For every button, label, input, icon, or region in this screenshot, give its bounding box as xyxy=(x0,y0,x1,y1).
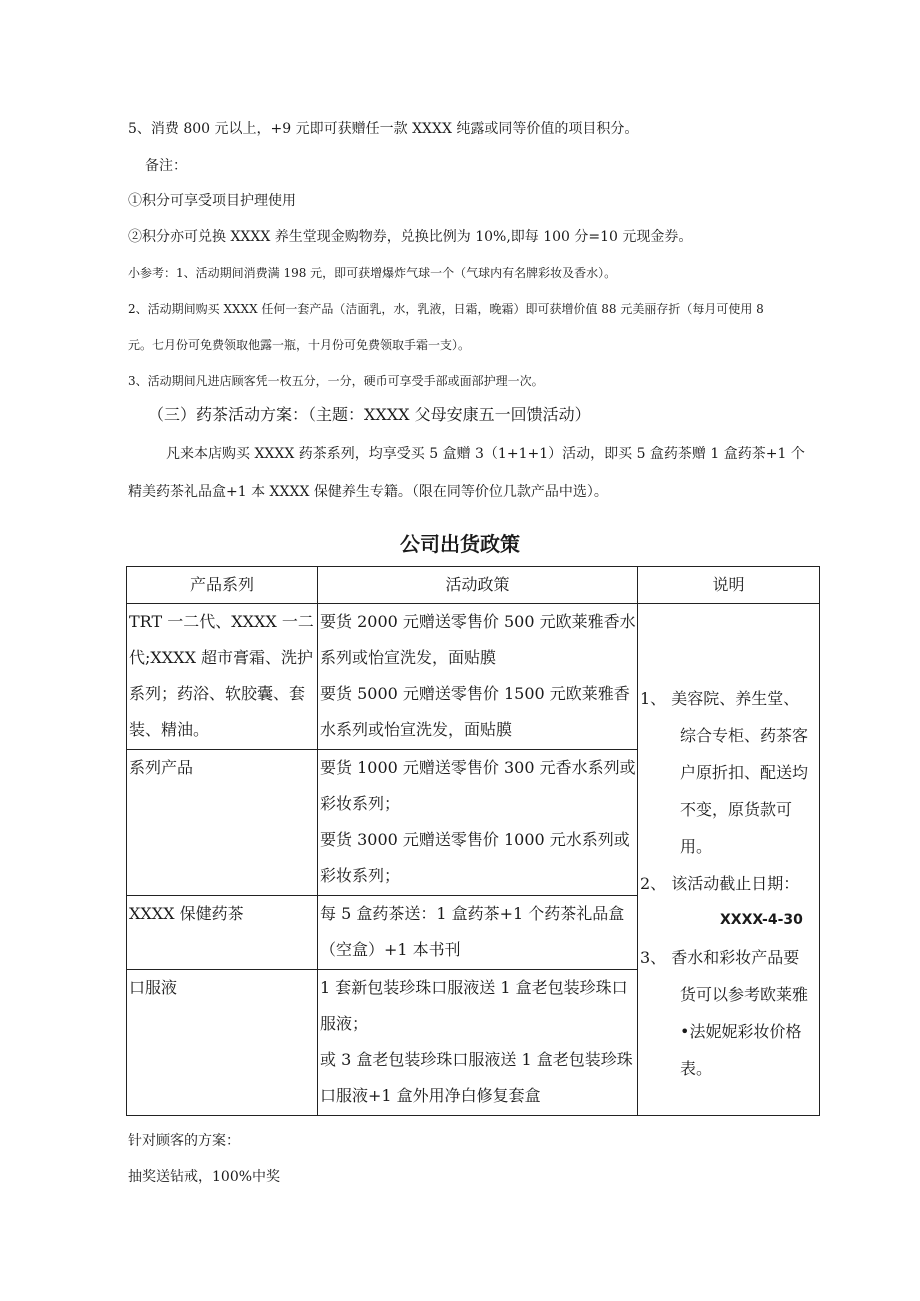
reference-item-2b: 元。七月份可免费领取他露一瓶，十月份可免费领取手霜一支）。 xyxy=(128,338,471,352)
reference-item-3: 3、活动期间凡进店顾客凭一枚五分，一分，硬币可享受手部或面部护理一次。 xyxy=(128,374,544,388)
consumption-rule-5: 5、消费 800 元以上，+9 元即可获赠任一款 XXXX 纯露或同等价值的项目积分。 xyxy=(128,121,639,137)
remark-item-1: ①积分可享受项目护理使用 xyxy=(128,193,296,209)
policy-cell: 要货 1000 元赠送零售价 300 元香水系列或彩妆系列； 要货 3000 元赠送零售价 1000 元水系列或彩妆系列； xyxy=(320,758,636,885)
header-product-series: 产品系列 xyxy=(127,567,318,604)
reference-item-1: 小参考：1、活动期间消费满 198 元，即可获增爆炸气球一个（气球内有名牌彩妆及香水）。 xyxy=(128,266,617,280)
customer-plan-label: 针对顾客的方案： xyxy=(128,1133,240,1149)
customer-plan-lottery: 抽奖送钻戒，100%中奖 xyxy=(128,1169,281,1185)
policy-cell: 每 5 盒药茶送：1 盒药茶+1 个药茶礼品盒（空盒）+1 本书刊 xyxy=(320,904,625,959)
product-cell: 系列产品 xyxy=(129,758,194,777)
product-cell: 口服液 xyxy=(129,978,178,997)
policy-cell: 1 套新包装珍珠口服液送 1 盒老包装珍珠口服液； 或 3 盒老包装珍珠口服液送 1 盒老包装珍珠口服液+1 盒外用净白修复套盒 xyxy=(320,978,633,1105)
product-cell: TRT 一二代、XXXX 一二代;XXXX 超市膏霜、洗护系列；药浴、软胶囊、套装、精油。 xyxy=(129,612,314,739)
policy-cell: 要货 2000 元赠送零售价 500 元欧莱雅香水系列或怡宣洗发，面贴膜 要货 5000 元赠送零售价 1500 元欧莱雅香水系列或怡宣洗发，面贴膜 xyxy=(320,612,636,739)
header-notes: 说明 xyxy=(638,567,820,604)
product-cell: XXXX 保健药茶 xyxy=(129,904,244,923)
table-title: 公司出货政策 xyxy=(400,532,520,556)
header-activity-policy: 活动政策 xyxy=(318,567,638,604)
note-item-1: 1、 美容院、养生堂、综合专柜、药茶客户原折扣、配送均不变，原货款可用。 xyxy=(640,689,809,856)
remark-label: 备注： xyxy=(145,158,187,174)
tea-activity-para-2: 精美药茶礼品盒+1 本 XXXX 保健养生专籍。（限在同等价位几款产品中选）。 xyxy=(128,484,608,500)
note-item-2: 2、 该活动截止日期： XXXX-4-30 xyxy=(640,865,815,939)
tea-activity-para-1: 凡来本店购买 XXXX 药茶系列，均享受买 5 盒赠 3（1+1+1）活动，即买 5 盒药茶赠 1 盒药茶+1 个 xyxy=(166,446,805,462)
reference-item-2a: 2、活动期间购买 XXXX 任何一套产品（洁面乳，水，乳液，日霜，晚霜）即可获增价值 88 元美丽存折（每月可使用 8 xyxy=(128,302,764,316)
section-heading: （三）药茶活动方案：（主题：XXXX 父母安康五一回馈活动） xyxy=(148,405,591,424)
deadline-date: XXXX-4-30 xyxy=(720,912,803,928)
remark-item-2: ②积分亦可兑换 XXXX 养生堂现金购物券，兑换比例为 10%,即每 100 分=10 元现金券。 xyxy=(128,229,693,245)
table-row xyxy=(127,604,820,750)
note-item-3: 3、 香水和彩妆产品要货可以参考欧莱雅•法妮妮彩妆价格表。 xyxy=(640,948,809,1078)
notes-cell xyxy=(638,604,819,1087)
shipping-policy-table xyxy=(126,566,820,1116)
